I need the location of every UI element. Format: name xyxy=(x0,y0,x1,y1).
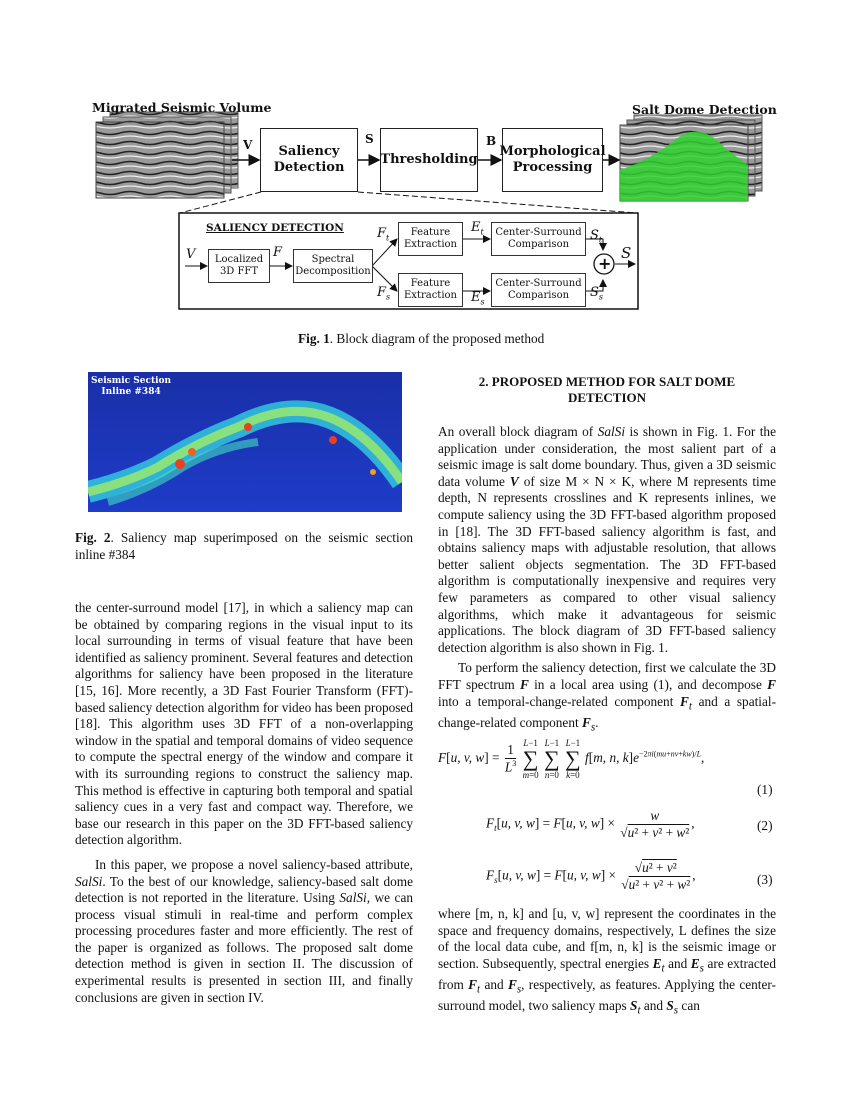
left-paragraph-1: the center-surround model [17], in which a saliency map can be obtained by comparing regions in the visual input to its local surrounding in terms of visual feature that have been identified as saliency prominent. Several features and detection algorithms for saliency have been proposed in the literature [15, 16]. More recently, a 3D Fast Fourier Transform (FFT)-based saliency detection algorithm for video has been proposed [18]. This algorithm uses 3D FFT of a non-overlapping window in the spatial and temporal domains of video sequence to compute the spectral energy of the window and compare it with its surrounding regions to construct the saliency map. This method is effective in capturing both temporal and spatial saliency cues in a very fast and compact way. Therefore, we base our research in this paper on the 3D FFT-based saliency detection algorithm. xyxy=(75,600,413,848)
feature-extraction-bottom-block: Feature Extraction xyxy=(398,273,463,307)
detail-label-fs: $F_s$ xyxy=(377,285,391,302)
saliency-map-overlay-label: Seismic Section Inline #384 xyxy=(91,376,172,397)
center-surround-bottom-block: Center-Surround Comparison xyxy=(491,273,586,307)
saliency-detection-block: Saliency Detection xyxy=(260,128,358,192)
equation-3-number: (3) xyxy=(757,872,773,887)
input-volume-label: Migrated Seismic Volume xyxy=(92,100,272,115)
right-paragraph-1: An overall block diagram of SalSi is shown in Fig. 1. For the application under consideration, the most salient part of a seismic image is salt dome boundary. Thus, given a 3D seismic data volume V of size M × N × K, where M represents time depth, N represents crosslines and K represents inlines, we compute saliency using the 3D FFT-based algorithm proposed in [18]. The 3D FFT-based saliency algorithm is fast, and obtains saliency maps with adjustable resolution, that allows better salient objects segmentation. The 3D FFT-based algorithm is computationally inexpensive and requires very few parameters as compared to other visual saliency algorithms, which make it advantageous for seismic applications. The block diagram of 3D FFT-based saliency detection algorithm is also shown in Fig. 1. xyxy=(438,424,776,655)
equation-2-number: (2) xyxy=(757,818,773,833)
arrow-label-b: B xyxy=(486,134,497,148)
equation-1-number: (1) xyxy=(757,782,773,797)
left-paragraph-2: In this paper, we propose a novel saliency-based attribute, SalSi. To the best of our knowledge, saliency-based salt dome detection is not reported in the literature. Using SalSi, we can process visual stimuli in real-time and perform complex processing procedures faster and more efficiently. The rest of the paper is organized as follows. The proposed salt dome detection method is given in section II. The discussion of experimental results is presented in section III, and finally conclusions are given in section IV. xyxy=(75,856,413,1005)
detail-label-ss: $S_s$ xyxy=(590,285,604,302)
equation-1: F[u, v, w] = $\frac{1}{L^3}$ L−1 ∑ m=0 L−1 ∑ n=0 L−1 ∑ k=0 f[m, n, $k]e^{-2\pi i(mu+nv+kw)/L}$, xyxy=(438,738,705,780)
localized-3d-fft-block: Localized 3D FFT xyxy=(208,249,270,283)
spectral-decomposition-block: Spectral Decomposition xyxy=(293,249,373,283)
figure-1-caption: Fig. 1. Block diagram of the proposed method xyxy=(298,331,545,346)
saliency-detection-detail-title: SALIENCY DETECTION xyxy=(206,222,344,234)
right-column-text-top xyxy=(438,424,776,736)
left-column-text xyxy=(75,600,413,1006)
sum-plus-icon: + xyxy=(598,254,612,273)
detail-label-ft: $F_t$ xyxy=(377,226,390,243)
detail-label-s-output: S xyxy=(621,244,632,262)
right-column-text-bottom xyxy=(438,906,776,1020)
section-heading: 2. PROPOSED METHOD FOR SALT DOME DETECTION xyxy=(478,374,736,405)
right-paragraph-3: where [m, n, k] and [u, v, w] represent the coordinates in the space and frequency domains, respectively, L defines the size of the local data cube, and f[m, n, k] is the seismic image or section. Subsequently, spectral energies $E_t$ and $E_s$ are extracted from $F_t$ and $F_s$, respectively, as features. Applying the center-surround model, two saliency maps $S_t$ and $S_s$ can xyxy=(438,906,776,1017)
detail-label-v: V xyxy=(186,247,196,262)
right-paragraph-2: To perform the saliency detection, first we calculate the 3D FFT spectrum F in a local area using (1), and decompose F into a temporal-change-related component $F_t$ and a spatial-change-related component $F_s$. xyxy=(438,660,777,734)
equation-3: $F_s[u$, v, w] = F[u, v, w] × $\frac{\text{√u² + v²}}{\text{√u² + v² + w²}}$ , xyxy=(486,860,696,892)
center-surround-top-block: Center-Surround Comparison xyxy=(491,222,586,256)
output-detection-label: Salt Dome Detection xyxy=(632,102,777,117)
morphological-processing-block: Morphological Processing xyxy=(502,128,603,192)
thresholding-block: Thresholding xyxy=(380,128,478,192)
output-salt-dome-image xyxy=(620,115,762,201)
detail-label-es: $E_s$ xyxy=(471,290,485,307)
detail-label-st: $S_t$ xyxy=(590,228,603,245)
figure-2-caption: Fig. 2. Saliency map superimposed on the seismic section inline #384 xyxy=(75,530,413,562)
arrow-label-s: S xyxy=(365,132,374,146)
feature-extraction-top-block: Feature Extraction xyxy=(398,222,463,256)
equation-2: $F_t[u$, v, w] = F[u, v, w] × $\frac{w}{\text{√u² + v² + w²}}$ , xyxy=(486,808,695,840)
detail-label-f: F xyxy=(273,245,283,260)
detail-label-et: $E_t$ xyxy=(471,220,484,237)
input-seismic-volume-image xyxy=(96,112,238,198)
arrow-label-v: V xyxy=(243,138,253,152)
